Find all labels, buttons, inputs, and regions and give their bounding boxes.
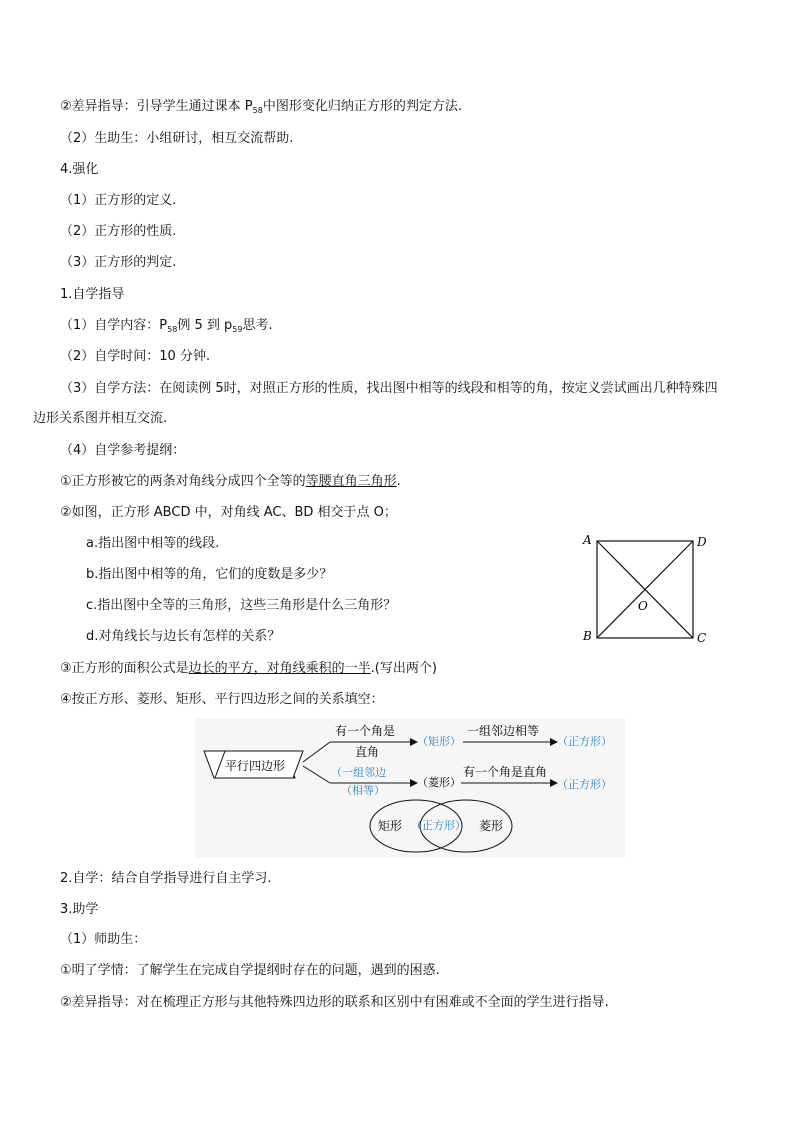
text-line-8: （1）自学内容：$P_{58}$例 5 到 $p_{59}$思考. (60, 318, 273, 334)
text-line-14: ②如图，正方形 ABCD 中，对角线 AC、BD 相交于点 O； (60, 505, 397, 520)
text-line-21: 2.自学：结合自学指导进行自主学习. (60, 871, 272, 886)
text-line-7: 1.自学指导 (60, 287, 125, 302)
text-line-2: （2）生助生：小组研讨，相互交流帮助. (60, 131, 294, 146)
text-line-24: ①明了学情：了解学生在完成自学提纲时存在的问题，遇到的困惑. (60, 963, 440, 978)
text-line-4: （1）正方形的定义. (60, 193, 177, 208)
venn-mid-label: （正方形） (411, 819, 466, 832)
text-line-10: （3）自学方法：在阅读例 5时，对照正方形的性质，找出图中相等的线段和相等的角，按定义尝试画出几种特殊四 (60, 381, 718, 396)
venn-left-label: 矩形 (378, 819, 403, 833)
text-line-9: （2）自学时间：10 分钟. (60, 349, 211, 364)
square-answer-2: （正方形） (557, 778, 612, 791)
edge-top-right-label: 一组邻边相等 (467, 724, 540, 738)
edge-bottom-label-2: （相等） (341, 784, 385, 797)
edge-bottom-right-label: 有一个角是直角 (463, 765, 548, 779)
text-line-25: ②差异指导：对在梳理正方形与其他特殊四边形的联系和区别中有困难或不全面的学生进行指导. (60, 995, 609, 1010)
text-line-19: ③正方形的面积公式是边长的平方，对角线乘积的一半.(写出两个) (60, 661, 437, 676)
text-line-20: ④按正方形、菱形、矩形、平行四边形之间的关系填空： (60, 692, 384, 707)
text-line-23: （1）师助生： (60, 932, 147, 947)
text-line-12: （4）自学参考提纲： (60, 443, 186, 458)
text-line-22: 3.助学 (60, 902, 99, 917)
edge-top-label-2: 直角 (355, 745, 380, 759)
label-o: O (638, 599, 648, 613)
rhombus-label: （菱形） (417, 776, 461, 789)
label-a: A (583, 533, 592, 547)
text-line-17: c.指出图中全等的三角形，这些三角形是什么三角形？ (86, 598, 397, 613)
edge-top-label-1: 有一个角是 (335, 724, 396, 738)
text-line-18: d.对角线长与边长有怎样的关系？ (86, 629, 281, 644)
text-line-13: ①正方形被它的两条对角线分成四个全等的等腰直角三角形. (60, 474, 401, 489)
relationship-diagram (195, 718, 625, 858)
text-line-15: a.指出图中相等的线段. (86, 536, 220, 551)
edge-bottom-label-1: （一组邻边 (331, 766, 386, 779)
text-line-1: ②差异指导：引导学生通过课本 $P_{58}$中图形变化归纳正方形的判定方法. (60, 99, 462, 115)
text-line-3: 4.强化 (60, 162, 99, 177)
text-line-6: （3）正方形的判定. (60, 255, 177, 270)
square-diagram (575, 528, 715, 646)
parallelogram-label: 平行四边形 (225, 759, 286, 773)
label-d: D (697, 535, 707, 549)
text-line-11: 边形关系图并相互交流. (33, 411, 168, 426)
label-b: B (583, 629, 592, 643)
square-answer-1: （正方形） (557, 735, 612, 748)
venn-right-label: 菱形 (479, 819, 504, 833)
text-line-16: b.指出图中相等的角，它们的度数是多少？ (86, 567, 333, 582)
label-c: C (697, 631, 707, 645)
text-line-5: （2）正方形的性质. (60, 224, 177, 239)
rect-answer: （矩形） (417, 735, 461, 748)
